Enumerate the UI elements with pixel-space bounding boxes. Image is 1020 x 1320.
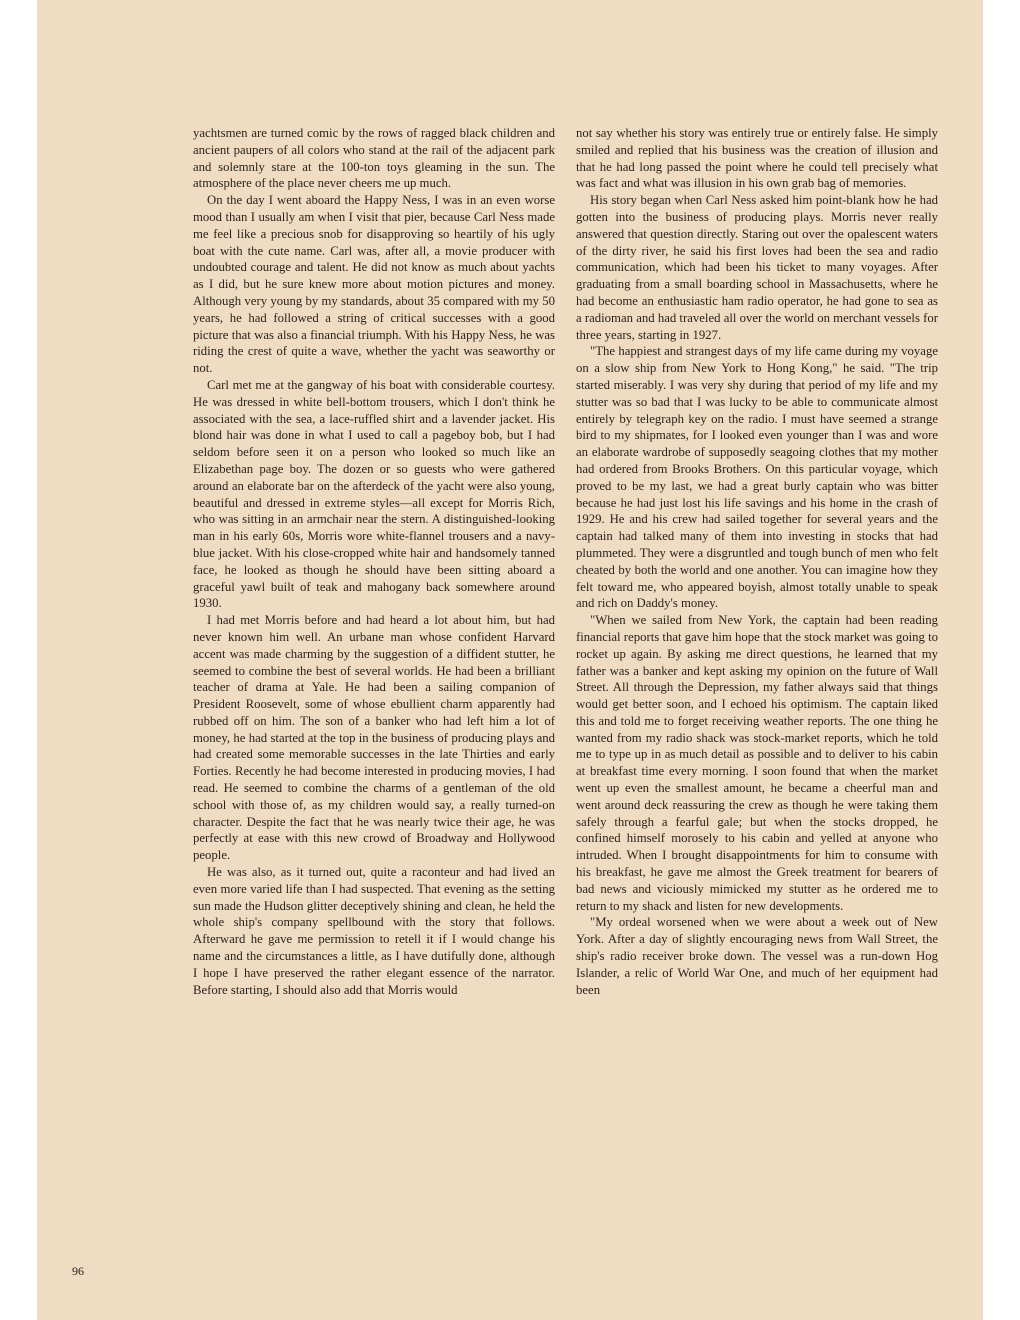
paragraph: I had met Morris before and had heard a lot about him, but had never known him well. An urbane man whose confident Harvard accent was made charming by the suggestion of a diffident stutter, he seemed to combine the best of several worlds. He had been a brilliant teacher of drama at Yale. He had been a sailing companion of President Roosevelt, some of whose ebullient charm apparently had rubbed off on him. The son of a banker who had left him a lot of money, he had started at the top in the business of producing plays and had created some memorable successes in the late Thirties and early Forties. Recently he had become interested in producing movies, I had read. He seemed to combine the charms of a gentleman of the old school with those of, as my children would say, a really turned-on character. Despite the fact that he was nearly twice their age, he was perfectly at ease with this new crowd of Broadway and Hollywood people. [193, 613, 555, 863]
paragraph: "When we sailed from New York, the captain had been reading financial reports that gave him hope that the stock market was going to rocket up again. By asking me direct questions, he learned that my father was a banker and kept asking my opinion on the future of Wall Street. All through the Depression, my father always said that things would get better soon, and I echoed his optimism. The captain liked this and told me to forget receiving weather reports. The one thing he wanted from my radio shack was stock-market reports, which he told me to type up in as much detail as possible and to deliver to his cabin at breakfast time every morning. I soon found that when the market went up even the smallest amount, he became a cheerful man and went around deck reassuring the crew as though he were taking them safely through a fearful gale; but when the stocks dropped, he confined himself morosely to his cabin and yelled at anyone who intruded. When I brought disappointments for him to consume with his breakfast, he gave me almost the Greek treatment for bearers of bad news and viciously mimicked my stutter as he ordered me to return to my shack and listen for new developments. [576, 613, 938, 913]
paragraph: "The happiest and strangest days of my life came during my voyage on a slow ship from New York to Hong Kong," he said. "The trip started miserably. I was very shy during that period of my life and my stutter was so bad that I was lucky to be able to communicate almost entirely by telegraph key on the radio. I must have seemed a strange bird to my shipmates, for I looked even younger than I was and wore an elaborate wardrobe of supposedly seagoing clothes that my mother had ordered from Brooks Brothers. On this particular voyage, which proved to be my last, we had a great burly captain who was bitter because he had just lost his life savings and his home in the crash of 1929. He and his crew had sailed together for several years and the captain had talked many of them into investing in stocks that had plummeted. They were a disgruntled and tough bunch of men who felt cheated by both the world and one another. You can imagine how they felt toward me, who appeared boyish, almost totally unable to speak and rich on Daddy's money. [576, 344, 938, 611]
left-text-column [193, 125, 555, 998]
paragraph: not say whether his story was entirely true or entirely false. He simply smiled and replied that his business was the creation of illusion and that he had long passed the point where he could tell precisely what was fact and what was illusion in his own grab bag of memories. [576, 126, 938, 191]
paragraph: On the day I went aboard the Happy Ness, I was in an even worse mood than I usually am when I visit that pier, because Carl Ness made me feel like a precious snob for disapproving so heartily of his ugly boat with the cute name. Carl was, after all, a movie producer with undoubted courage and talent. He did not know as much about yachts as I did, but he sure knew more about motion pictures and money. Although very young by my standards, about 35 compared with my 50 years, he had followed a string of critical successes with a good picture that was also a financial triumph. With his Happy Ness, he was riding the crest of quite a wave, whether the yacht was seaworthy or not. [193, 193, 555, 376]
paragraph: His story began when Carl Ness asked him point-blank how he had gotten into the business of producing plays. Morris never really answered that question directly. Staring out over the opalescent waters of the dirty river, he said his first loves had been the sea and radio communication, which had been his ticket to many voyages. After graduating from a small boarding school in Massachusetts, where he had become an enthusiastic ham radio operator, he had gone to sea as a radioman and had traveled all over the world on merchant vessels for three years, starting in 1927. [576, 193, 938, 342]
magazine-page [37, 0, 983, 1320]
right-text-column [576, 125, 938, 998]
paragraph: He was also, as it turned out, quite a raconteur and had lived an even more varied life than I had suspected. That evening as the setting sun made the Hudson glitter deceptively shining and clean, he held the whole ship's company spellbound with the story that follows. Afterward he gave me permission to retell it if I would change his name and the circumstances a little, as I have dutifully done, although I hope I have preserved the rather elegant essence of the narrator. Before starting, I should also add that Morris would [193, 865, 555, 997]
paragraph: yachtsmen are turned comic by the rows of ragged black children and ancient paupers of all colors who stand at the rail of the adjacent park and solemnly stare at the 100-ton toys gleaming in the sun. The atmosphere of the place never cheers me up much. [193, 126, 555, 191]
paragraph: "My ordeal worsened when we were about a week out of New York. After a day of slightly encouraging news from Wall Street, the ship's radio receiver broke down. The vessel was a run-down Hog Islander, a relic of World War One, and much of her equipment had been [576, 915, 938, 997]
paragraph: Carl met me at the gangway of his boat with considerable courtesy. He was dressed in white bell-bottom trousers, which I don't think he associated with the sea, a lace-ruffled shirt and a lavender jacket. His blond hair was done in what I used to call a pageboy bob, but I had seldom before seen it on a person who looked so much like an Elizabethan page boy. The dozen or so guests who were gathered around an elaborate bar on the afterdeck of the yacht were also young, beautiful and dressed in extreme styles—all except for Morris Rich, who was sitting in an armchair near the stern. A distinguished-looking man in his early 60s, Morris wore white-flannel trousers and a navy-blue jacket. With his close-cropped white hair and handsomely tanned face, he looked as though he should have been sitting aboard a graceful yawl built of teak and mahogany back somewhere around 1930. [193, 377, 555, 611]
page-number: 96 [72, 1264, 84, 1278]
